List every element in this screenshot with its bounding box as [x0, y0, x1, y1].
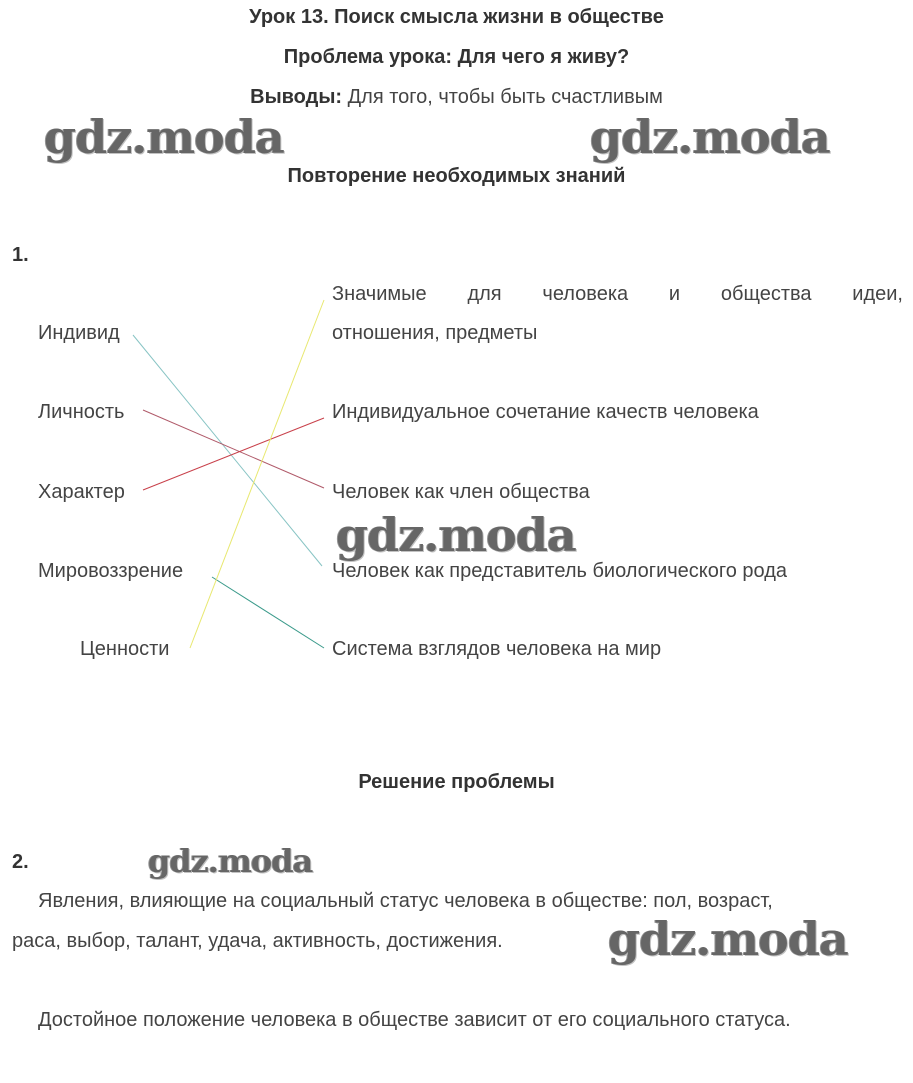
definition-individual: Человек как представитель биологического рода — [332, 560, 788, 582]
lesson-title: Урок 13. Поиск смысла жизни в обществе — [249, 6, 664, 28]
section-title-solution: Решение проблемы — [358, 771, 555, 793]
problem-title: Проблема урока: Для чего я живу? — [283, 46, 630, 68]
watermark-logo: gdz.moda — [590, 110, 830, 164]
definition-personality: Человек как член общества — [332, 481, 590, 503]
match-line-harakter — [143, 418, 324, 490]
watermark-logo: gdz.moda — [44, 110, 284, 164]
term-cennosti: Ценности — [80, 638, 170, 660]
task-number-2: 2. — [12, 851, 29, 873]
watermark-logo: gdz.moda — [608, 912, 848, 966]
term-lichnost: Личность — [38, 401, 125, 423]
status-factors-line1: Явления, влияющие на социальный статус человека в обществе: пол, возраст, — [38, 890, 773, 912]
definition-worldview: Система взглядов человека на мир — [332, 638, 662, 660]
term-individ: Индивид — [38, 322, 120, 344]
match-line-mirovozzrenie — [212, 577, 324, 648]
status-factors-line2: раса, выбор, талант, удача, активность, достижения. — [12, 930, 503, 952]
term-harakter: Характер — [38, 481, 125, 503]
match-line-individ — [133, 335, 322, 566]
conclusion-label: Выводы: — [250, 86, 343, 108]
conclusion-text: Для того, чтобы быть счастливым — [342, 86, 663, 108]
term-mirovozzrenie: Мировоззрение — [38, 560, 184, 582]
task-number-1: 1. — [12, 244, 29, 266]
definition-values-line1: Значимые для человека и общества идеи, — [332, 283, 903, 305]
status-conclusion: Достойное положение человека в обществе зависит от его социального статуса. — [38, 1009, 791, 1031]
watermark-logo: gdz.moda — [336, 508, 576, 562]
section-title-repetition: Повторение необходимых знаний — [287, 165, 626, 187]
match-line-cennosti — [190, 300, 324, 648]
match-line-lichnost — [143, 410, 324, 488]
watermark-logo: gdz.moda — [148, 842, 313, 880]
definition-character: Индивидуальное сочетание качеств человека — [332, 401, 759, 423]
definition-values-line2: отношения, предметы — [332, 322, 538, 344]
